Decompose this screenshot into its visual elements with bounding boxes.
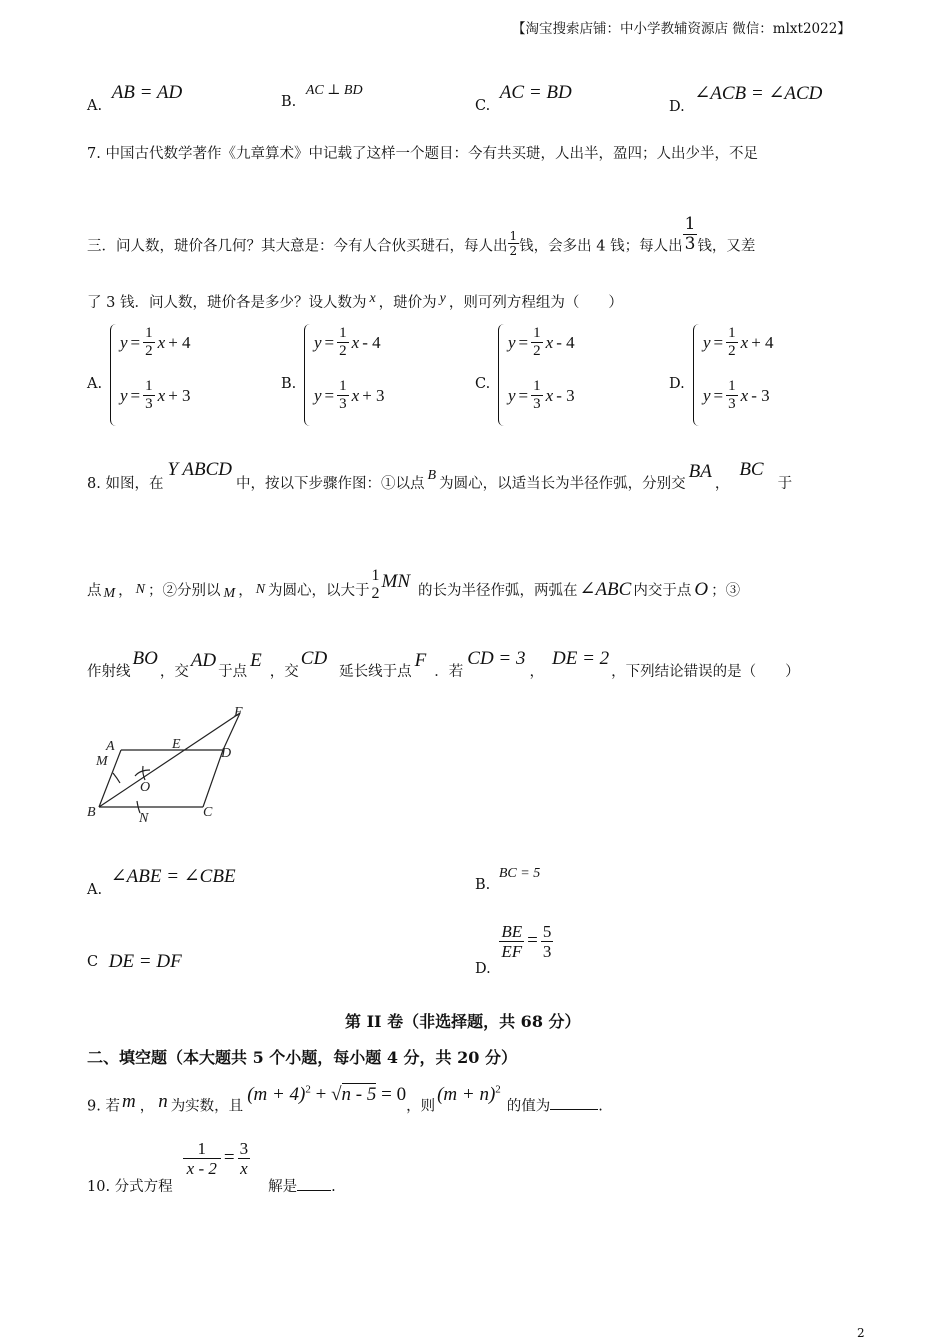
q7-line3 bbox=[87, 291, 623, 312]
ray-bo: BO bbox=[132, 648, 158, 669]
brace bbox=[498, 324, 507, 426]
option-label: A. bbox=[87, 98, 103, 114]
text: 作射线 bbox=[87, 664, 131, 680]
var: x bbox=[351, 385, 360, 405]
text: 内交于点 bbox=[633, 583, 692, 599]
exponent: 2 bbox=[305, 1084, 311, 1096]
label-e: E bbox=[172, 737, 181, 752]
var: y bbox=[120, 332, 128, 352]
q7-option-b-system[interactable] bbox=[304, 324, 414, 426]
q7-option-a-system[interactable] bbox=[110, 324, 220, 426]
option-label: D. bbox=[669, 99, 685, 115]
frac-den: 2 bbox=[371, 585, 380, 602]
fraction bbox=[531, 379, 543, 412]
fraction-half bbox=[370, 568, 382, 602]
section-title: 第 II 卷（非选择题，共 68 分） bbox=[345, 1012, 581, 1031]
frac-den: 3 bbox=[728, 396, 736, 412]
var: y bbox=[120, 385, 128, 405]
frac-den: 2 bbox=[728, 343, 736, 359]
text: 钱，又差 bbox=[697, 238, 756, 255]
option-expr: AC ⊥ BD bbox=[305, 83, 363, 98]
section-subtitle: 二、填空题（本大题共 5 个小题，每小题 4 分，共 20 分） bbox=[87, 1048, 517, 1067]
option-label: B. bbox=[475, 877, 491, 893]
text: ， bbox=[238, 583, 253, 599]
text: ，则 bbox=[406, 1098, 436, 1115]
frac-den: 3 bbox=[145, 396, 153, 412]
frac-den: 3 bbox=[542, 942, 552, 961]
point-e: E bbox=[250, 650, 262, 671]
frac-num: 1 bbox=[197, 1139, 207, 1158]
fraction-rhs bbox=[238, 1140, 251, 1177]
text: 延长线于点 bbox=[339, 664, 412, 680]
q7-line1: 7. 中国古代数学著作《九章算术》中记载了这样一个题目：今有共买琎，人出半，盈四；人出少半，不足 bbox=[87, 146, 758, 162]
var: x bbox=[351, 332, 360, 352]
fraction bbox=[726, 326, 738, 359]
text: 的值为 bbox=[506, 1098, 551, 1115]
option-label: B. bbox=[281, 94, 297, 110]
eq: = bbox=[713, 385, 724, 405]
eq: = 0 bbox=[381, 1084, 407, 1106]
equation-2 bbox=[508, 379, 575, 412]
option-expr: DE = DF bbox=[108, 951, 182, 972]
text: ， bbox=[118, 583, 133, 599]
fraction-half bbox=[508, 230, 520, 257]
text: ，交 bbox=[269, 664, 299, 680]
expr: (m + 4) bbox=[247, 1084, 306, 1106]
text: 三．问人数，琎价各几何？其大意是：今有人合伙买琎石，每人出 bbox=[87, 238, 508, 255]
text: ，交 bbox=[159, 664, 189, 680]
q6-option-a[interactable] bbox=[87, 82, 183, 116]
var-y: y bbox=[439, 291, 446, 306]
fraction bbox=[143, 326, 155, 359]
q7-option-a-label[interactable]: A. bbox=[87, 376, 103, 392]
answer-blank[interactable] bbox=[297, 1190, 331, 1191]
var: y bbox=[314, 332, 322, 352]
label-b: B bbox=[87, 805, 96, 820]
frac-num: 1 bbox=[145, 325, 153, 341]
var: y bbox=[508, 385, 516, 405]
segment-ba: BA bbox=[688, 461, 712, 482]
var: x bbox=[545, 385, 554, 405]
var-m: m bbox=[121, 1091, 136, 1113]
expr: (m + n) bbox=[437, 1084, 496, 1106]
var-n: n bbox=[158, 1091, 168, 1113]
var-x: x bbox=[369, 291, 376, 306]
text: 了 3 钱．问人数，琎价各是多少？设人数为 bbox=[87, 295, 367, 311]
q10 bbox=[87, 1139, 336, 1195]
text: 为圆心，以适当长为半径作弧，分别交 bbox=[439, 476, 686, 492]
brace bbox=[693, 324, 702, 426]
text: 为圆心，以大于 bbox=[268, 583, 370, 599]
equation-1 bbox=[314, 326, 381, 359]
page-number: 2 bbox=[857, 1326, 865, 1340]
frac-den: 2 bbox=[509, 244, 518, 258]
arc-m bbox=[113, 773, 120, 783]
text: 为实数，且 bbox=[170, 1098, 244, 1115]
text: ， bbox=[714, 476, 730, 492]
point-n: N bbox=[255, 582, 266, 597]
equation-1 bbox=[120, 326, 191, 359]
frac-num: 1 bbox=[145, 378, 153, 394]
var: y bbox=[314, 385, 322, 405]
frac-num: 1 bbox=[533, 378, 541, 394]
text: 解是 bbox=[268, 1178, 298, 1195]
text: ， bbox=[529, 664, 544, 680]
point-n: N bbox=[135, 582, 146, 597]
expr-mplusn bbox=[437, 1084, 501, 1105]
op: - 4 bbox=[556, 332, 575, 352]
fraction-be-ef bbox=[499, 923, 524, 960]
sqrt-icon: √ bbox=[331, 1084, 342, 1106]
frac-den: x bbox=[240, 1159, 248, 1178]
op: + 3 bbox=[362, 385, 385, 405]
q8-option-c[interactable] bbox=[87, 950, 182, 972]
point-b: B bbox=[427, 468, 437, 483]
frac-den: x - 2 bbox=[183, 1158, 221, 1177]
label-c: C bbox=[203, 805, 213, 820]
text: ，下列结论错误的是（ ） bbox=[611, 664, 800, 680]
condition-de: DE = 2 bbox=[552, 648, 610, 669]
op: - 3 bbox=[556, 385, 575, 405]
var: x bbox=[157, 385, 166, 405]
text: . bbox=[598, 1098, 603, 1115]
side-cd bbox=[203, 750, 223, 807]
var: x bbox=[740, 385, 749, 405]
fraction bbox=[337, 326, 349, 359]
frac-num: 1 bbox=[339, 325, 347, 341]
q7-line2 bbox=[87, 214, 756, 265]
eq: = bbox=[518, 385, 529, 405]
label-m: M bbox=[96, 754, 108, 769]
radicand: n - 5 bbox=[341, 1084, 377, 1106]
q8-line3 bbox=[87, 648, 800, 682]
op: + 4 bbox=[751, 332, 774, 352]
option-label: A. bbox=[87, 882, 103, 898]
text: 钱，会多出 4 钱；每人出 bbox=[519, 238, 683, 255]
op: - 3 bbox=[751, 385, 770, 405]
q6-option-d[interactable] bbox=[669, 83, 823, 117]
exponent: 2 bbox=[495, 1084, 501, 1096]
frac-num: 1 bbox=[509, 229, 518, 243]
equation-1 bbox=[703, 326, 774, 359]
frac-num: 1 bbox=[371, 567, 380, 584]
frac-num: 1 bbox=[339, 378, 347, 394]
point-m: M bbox=[103, 586, 116, 601]
text: ；②分别以 bbox=[148, 583, 221, 599]
point-f: F bbox=[414, 650, 427, 671]
text: ，则可列方程组为（ ） bbox=[448, 295, 623, 311]
var: x bbox=[157, 332, 166, 352]
q8-figure bbox=[80, 700, 260, 830]
frac-num: 1 bbox=[728, 325, 736, 341]
eq: = bbox=[713, 332, 724, 352]
text: . bbox=[331, 1178, 336, 1195]
q7-option-b-label[interactable]: B. bbox=[281, 376, 297, 392]
frac-den: 2 bbox=[339, 343, 347, 359]
q7-option-d-label[interactable]: D. bbox=[669, 376, 685, 392]
option-label: D. bbox=[475, 960, 491, 977]
var: y bbox=[703, 385, 711, 405]
frac-den: 2 bbox=[145, 343, 153, 359]
text: 的长为半径作弧，两弧在 bbox=[418, 583, 578, 599]
q7-option-d-system[interactable] bbox=[693, 324, 803, 426]
eq: = bbox=[324, 385, 335, 405]
option-expr: ∠ACB = ∠ACD bbox=[694, 83, 823, 104]
q9 bbox=[87, 1084, 603, 1116]
label-d: D bbox=[221, 746, 232, 761]
segment-ad: AD bbox=[190, 650, 217, 671]
q8-option-d[interactable] bbox=[475, 922, 553, 977]
text: 8. 如图，在 bbox=[87, 476, 164, 492]
op: - 4 bbox=[362, 332, 381, 352]
var: x bbox=[545, 332, 554, 352]
eq: = bbox=[130, 332, 141, 352]
q7-option-c-label[interactable]: C. bbox=[475, 376, 491, 392]
label-f: F bbox=[234, 705, 243, 720]
frac-num: 1 bbox=[533, 325, 541, 341]
text: ．若 bbox=[434, 664, 464, 680]
fraction bbox=[531, 326, 543, 359]
text: 10. 分式方程 bbox=[87, 1178, 173, 1195]
q8-line1 bbox=[87, 459, 793, 494]
text: 中，按以下步骤作图：①以点 bbox=[236, 476, 425, 492]
frac-num: 1 bbox=[684, 214, 696, 234]
segment-cd: CD bbox=[300, 648, 328, 669]
frac-num: 1 bbox=[728, 378, 736, 394]
label-n: N bbox=[139, 811, 149, 826]
eq: = bbox=[130, 385, 141, 405]
page-header: 【淘宝搜索店铺：中小学教辅资源店 微信：mlxt2022】 bbox=[512, 21, 851, 37]
fraction-lhs bbox=[183, 1140, 221, 1177]
var: x bbox=[740, 332, 749, 352]
frac-den: 2 bbox=[533, 343, 541, 359]
brace bbox=[304, 324, 313, 426]
q8-option-b[interactable] bbox=[475, 866, 541, 894]
option-expr: BC = 5 bbox=[498, 866, 541, 881]
fraction bbox=[143, 379, 155, 412]
var: y bbox=[508, 332, 516, 352]
frac-num: BE bbox=[501, 922, 523, 941]
plus: + bbox=[315, 1084, 327, 1106]
op: + 3 bbox=[168, 385, 191, 405]
option-label: C bbox=[87, 954, 99, 970]
text: 点 bbox=[87, 583, 102, 599]
label-o: O bbox=[140, 780, 151, 795]
condition-cd: CD = 3 bbox=[467, 648, 526, 669]
text: ，琎价为 bbox=[378, 295, 437, 311]
eq: = bbox=[527, 929, 538, 951]
text: ；③ bbox=[711, 583, 741, 599]
equation-2 bbox=[120, 379, 191, 412]
option-expr: AB = AD bbox=[111, 82, 183, 103]
segment-mn: MN bbox=[381, 571, 411, 592]
q8-option-a[interactable] bbox=[87, 866, 236, 900]
equation-2 bbox=[314, 379, 385, 412]
frac-den: 3 bbox=[339, 396, 347, 412]
parallelogram-symbol: Y ABCD bbox=[167, 459, 233, 480]
fraction bbox=[337, 379, 349, 412]
fraction bbox=[726, 379, 738, 412]
option-expr: ∠ABE = ∠CBE bbox=[110, 866, 236, 887]
expr-mplus4 bbox=[247, 1084, 406, 1105]
q6-option-c[interactable] bbox=[475, 82, 572, 116]
frac-den: EF bbox=[501, 942, 523, 961]
option-label: C. bbox=[475, 98, 491, 114]
q8-line2 bbox=[87, 567, 741, 608]
brace bbox=[110, 324, 119, 426]
angle-abc: ∠ABC bbox=[579, 579, 632, 600]
op: + 4 bbox=[168, 332, 191, 352]
segment-bc: BC bbox=[739, 459, 764, 480]
q6-option-b[interactable] bbox=[281, 83, 363, 111]
option-expr: AC = BD bbox=[499, 82, 572, 103]
frac-den: 3 bbox=[684, 234, 696, 254]
frac-num: 3 bbox=[239, 1139, 249, 1158]
text: ， bbox=[139, 1098, 155, 1115]
fraction-third bbox=[683, 216, 698, 253]
text: 9. 若 bbox=[87, 1098, 120, 1115]
eq: = bbox=[518, 332, 529, 352]
text: 于点 bbox=[218, 664, 248, 680]
eq: = bbox=[324, 332, 335, 352]
point-o: O bbox=[694, 579, 709, 600]
frac-num: 5 bbox=[542, 922, 552, 941]
point-m: M bbox=[223, 586, 236, 601]
q7-option-c-system[interactable] bbox=[498, 324, 608, 426]
eq: = bbox=[223, 1146, 235, 1168]
answer-blank[interactable] bbox=[550, 1109, 598, 1110]
text: 于 bbox=[777, 476, 793, 492]
var: y bbox=[703, 332, 711, 352]
frac-den: 3 bbox=[533, 396, 541, 412]
equation-1 bbox=[508, 326, 575, 359]
label-a: A bbox=[106, 739, 115, 754]
ray-bf bbox=[99, 713, 240, 807]
fraction-5-3 bbox=[541, 923, 554, 960]
equation-2 bbox=[703, 379, 770, 412]
